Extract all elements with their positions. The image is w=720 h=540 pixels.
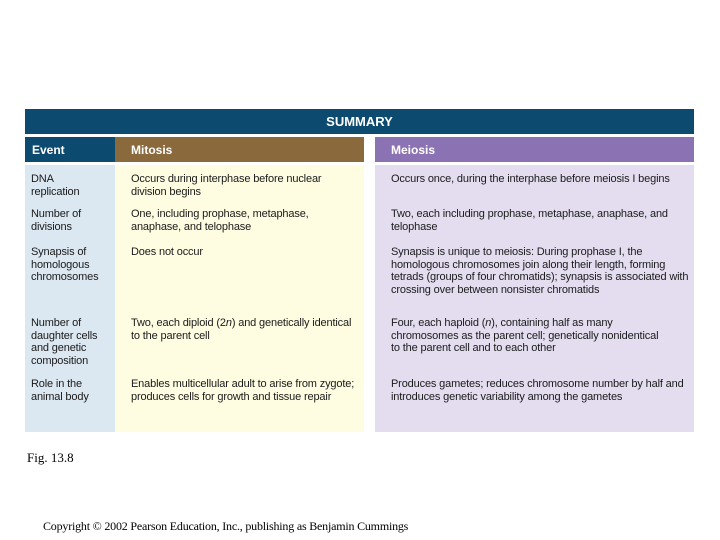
meiosis-cell: [391, 317, 663, 355]
figure-label: Fig. 13.8: [27, 450, 74, 465]
text: ), containing half as many chromosomes as the parent cell; genetically nonidentical to the parent cell and to each other: [391, 317, 659, 354]
event-cell: Number of daughter cells and genetic composition: [31, 317, 98, 367]
event-cell: Number of divisions: [31, 208, 82, 233]
text: ) and genetically identical to the parent cell: [131, 317, 352, 342]
copyright: Copyright © 2002 Pearson Education, Inc., publishing as Benjamin Cummings: [43, 519, 409, 533]
mitosis-cell: [131, 317, 353, 342]
mitosis-cell: Enables multicellular adult to arise from zygote; produces cells for growth and tissue repair: [131, 378, 355, 403]
event-cell: DNA replication: [31, 173, 80, 198]
header-event: Event: [25, 137, 115, 162]
event-cell: Role in the animal body: [31, 378, 89, 403]
meiosis-cell: Occurs once, during the interphase before meiosis I begins: [391, 173, 670, 185]
table-title: SUMMARY: [25, 109, 694, 134]
mitosis-cell: Occurs during interphase before nuclear division begins: [131, 173, 322, 198]
italic-n: n: [225, 317, 232, 329]
event-cell: Synapsis of homologous chromosomes: [31, 246, 99, 283]
text: Four, each haploid (: [391, 317, 486, 329]
meiosis-cell: Synapsis is unique to meiosis: During prophase I, the homologous chromosomes join along their length, forming tetrads (groups of four chromatids); synapsis is associated with crossing over between nonsister chromatids: [391, 246, 689, 296]
meiosis-cell: Two, each including prophase, metaphase, anaphase, and telophase: [391, 208, 668, 233]
text: Two, each diploid (2: [131, 317, 226, 329]
header-mitosis: Mitosis: [115, 137, 364, 162]
mitosis-cell: One, including prophase, metaphase, anaphase, and telophase: [131, 208, 309, 233]
mitosis-cell: Does not occur: [131, 246, 203, 258]
italic-n: n: [485, 317, 492, 329]
header-meiosis: Meiosis: [375, 137, 694, 162]
meiosis-cell: Produces gametes; reduces chromosome number by half and introduces genetic variability among the gametes: [391, 378, 684, 403]
